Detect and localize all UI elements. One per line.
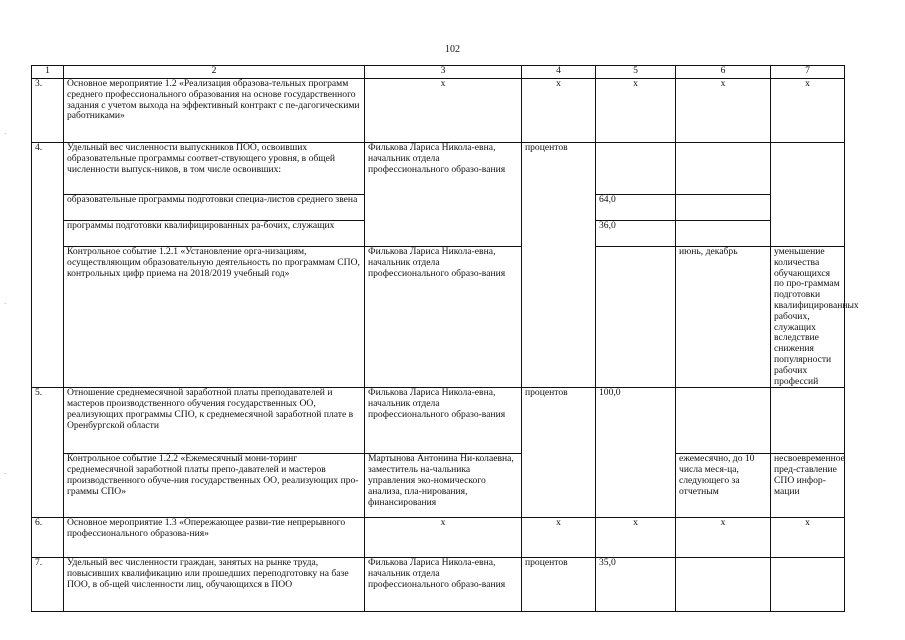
responsible: Филькова Лариса Никола-евна, начальник отдела профессионального образо-вания <box>365 247 522 388</box>
cell <box>771 388 845 454</box>
cell <box>596 143 676 195</box>
row-number: 3. <box>32 79 64 143</box>
cell <box>676 195 771 221</box>
responsible: Мартынова Антонина Ни-колаевна, заместитель на-чальника управления эко-номического анализа, пла-нирования, финансирования <box>365 454 522 518</box>
margin-mark: · <box>4 470 7 478</box>
risk: уменьшение количества обучающихся по про-граммам подготовки квалифицированных рабочих, служащих вследствие снижения популярности рабочих профессий <box>771 247 845 388</box>
cell <box>596 247 676 388</box>
table-row <box>32 143 845 195</box>
cell: х <box>522 518 596 558</box>
header-cell: 7 <box>771 66 845 79</box>
margin-mark: · <box>4 300 7 308</box>
row-name: Основное мероприятие 1.3 «Опережающее разви-тие непрерывного профессионального образова-ния» <box>64 518 365 558</box>
row-name: Удельный вес численности выпускников ПОО, освоивших образовательные программы соответ-ствующего уровня, в общей численности выпуск-ников, в том числе освоивших: <box>64 143 365 195</box>
cell: х <box>676 518 771 558</box>
cell: х <box>522 79 596 143</box>
table-row <box>32 518 845 558</box>
cell <box>676 558 771 612</box>
cell: х <box>365 518 522 558</box>
value: 36,0 <box>596 221 676 247</box>
cell: х <box>365 79 522 143</box>
header-cell: 1 <box>32 66 64 79</box>
row-number: 6. <box>32 518 64 558</box>
header-cell: 4 <box>522 66 596 79</box>
row-name: Отношение среднемесячной заработной платы преподавателей и мастеров производственного обучения государственных ОО, реализующих программы СПО, к среднемесячной заработной плате в Оренбургской области <box>64 388 365 454</box>
row-name: Контрольное событие 1.2.1 «Установление орга-низациям, осуществляющим образовательную деятельность по программам СПО, контрольных цифр приема на 2018/2019 учебный год» <box>64 247 365 388</box>
cell: х <box>676 79 771 143</box>
responsible: Филькова Лариса Никола-евна, начальник отдела профессионального образо-вания <box>365 143 522 247</box>
unit: процентов <box>522 143 596 388</box>
header-row <box>32 66 845 79</box>
header-cell: 2 <box>64 66 365 79</box>
cell <box>771 143 845 247</box>
page-number: 102 <box>445 44 460 55</box>
risk: несвоевременное пред-ставление СПО инфор-мации <box>771 454 845 518</box>
unit: процентов <box>522 388 596 518</box>
row-name: Основное мероприятие 1.2 «Реализация образова-тельных программ среднего профессионального образования на основе государственного задания с учетом выхода на эффективный контракт с пе-дагогическими работниками» <box>64 79 365 143</box>
responsible: Филькова Лариса Никола-евна, начальник отдела профессионального образо-вания <box>365 558 522 612</box>
value: 35,0 <box>596 558 676 612</box>
row-name: Контрольное событие 1.2.2 «Ежемесячный мони-торинг среднемесячной заработной платы препо-давателей и мастеров производственного обуче-ния государственных ОО, реализующих про-граммы СПО» <box>64 454 365 518</box>
row-name: Удельный вес численности граждан, занятых на рынке труда, повысивших квалификацию или прошедших переподготовку на базе ПОО, в об-щей численности лиц, обучающихся в ПОО <box>64 558 365 612</box>
deadline: ежемесячно, до 10 числа меся-ца, следующего за отчетным <box>676 454 771 518</box>
cell: х <box>771 518 845 558</box>
plan-table <box>31 65 859 612</box>
unit: процентов <box>522 558 596 612</box>
table-row <box>32 558 845 612</box>
cell <box>771 558 845 612</box>
cell: х <box>771 79 845 143</box>
table-row <box>32 454 845 518</box>
row-number: 7. <box>32 558 64 612</box>
cell: х <box>596 79 676 143</box>
header-cell: 5 <box>596 66 676 79</box>
header-cell: 3 <box>365 66 522 79</box>
table-row <box>32 388 845 454</box>
row-name: программы подготовки квалифицированных ра-бочих, служащих <box>64 221 365 247</box>
margin-mark: · <box>4 130 7 138</box>
cell <box>676 221 771 247</box>
deadline: июнь, декабрь <box>676 247 771 388</box>
table-row <box>32 79 845 143</box>
cell <box>676 388 771 454</box>
cell: х <box>596 518 676 558</box>
value: 100,0 <box>596 388 676 518</box>
row-number: 4. <box>32 143 64 388</box>
responsible: Филькова Лариса Никола-евна, начальник отдела профессионального образо-вания <box>365 388 522 454</box>
value: 64,0 <box>596 195 676 221</box>
cell <box>676 143 771 195</box>
table-row <box>32 247 845 388</box>
header-cell: 6 <box>676 66 771 79</box>
row-name: образовательные программы подготовки специа-листов среднего звена <box>64 195 365 221</box>
row-number: 5. <box>32 388 64 518</box>
